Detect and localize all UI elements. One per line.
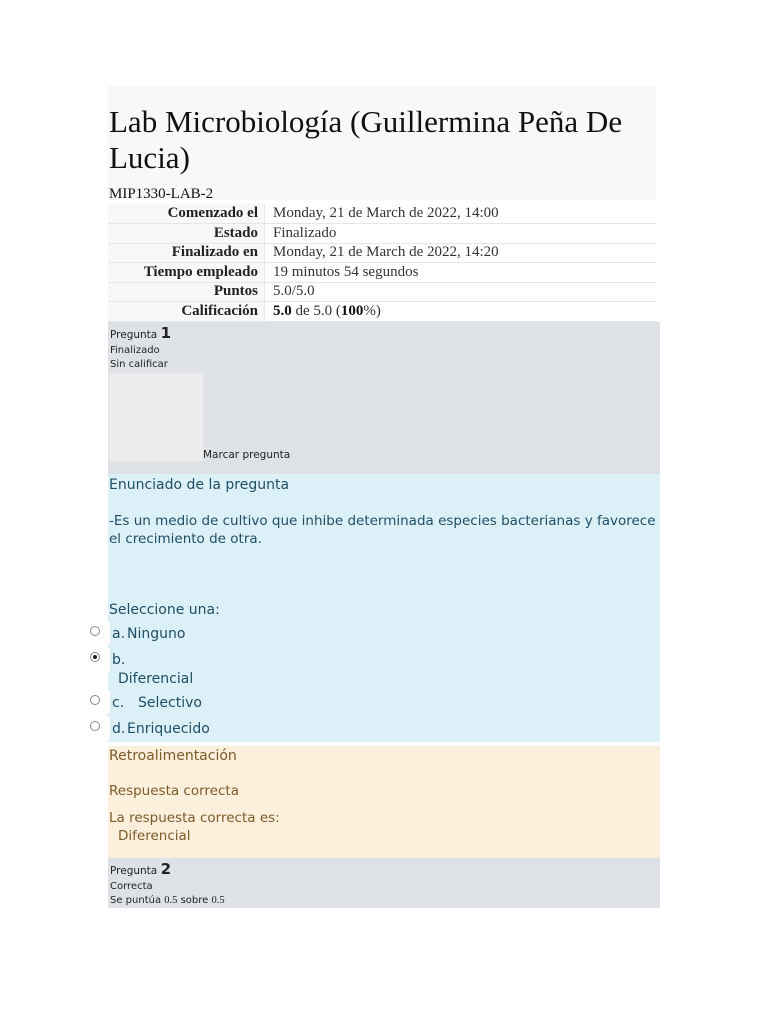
page-header [108,86,656,200]
question-2-info [108,858,660,908]
question-number [110,860,660,880]
answer-text: Enriquecido [127,720,210,737]
summary-value: 19 minutos 54 segundos [265,263,657,283]
summary-value: 5.0/5.0 [265,282,657,302]
question-text: -Es un medio de cultivo que inhibe determinada especies bacterianas y favorece el crecimiento de otra. [109,512,656,547]
summary-value: Monday, 21 de March de 2022, 14:00 [265,204,657,224]
question-text-heading: Enunciado de la pregunta [109,476,290,493]
feedback-generic: Respuesta correcta [109,782,239,799]
question-state: Finalizado [110,344,160,356]
page-title: Lab Microbiología (Guillermina Peña De Lucia) [109,104,623,175]
right-answer-label: La respuesta correcta es: [109,809,280,826]
summary-row-marks [108,282,656,302]
grade-percent: 100 [340,302,364,319]
question-grade: Sin calificar [110,358,168,370]
radio-cell [86,648,111,672]
question-1-feedback [108,746,660,858]
answer-prompt: Seleccione una: [109,601,220,618]
summary-label: Finalizado en [108,243,265,263]
summary-row-grade [108,302,656,322]
right-answer-value: Diferencial [118,827,191,844]
question-grade [110,894,660,908]
answer-letter: a. [112,625,126,642]
question-number [110,324,660,344]
summary-label: Puntos [108,282,265,302]
grade-middle: sobre [180,894,209,906]
summary-row-time-taken [108,263,656,283]
radio-button[interactable] [90,695,100,705]
radio-cell [86,717,111,739]
radio-button[interactable] [90,626,100,636]
answer-letter: b. [112,651,126,668]
attempt-summary-table [108,204,656,322]
answer-letter: d. [112,720,126,737]
flag-question-link[interactable]: Marcar pregunta [203,448,291,461]
grade-max: 0.5 [211,894,225,906]
summary-value: Finalizado [265,224,657,244]
grade-suffix: %) [363,302,381,319]
summary-label: Comenzado el [108,204,265,224]
question-number-value: 1 [160,323,172,342]
answer-text: Ninguno [127,625,186,642]
question-number-value: 2 [160,859,172,878]
answer-text: Diferencial [118,670,194,687]
answer-letter: c. [112,694,125,711]
summary-value: Monday, 21 de March de 2022, 14:20 [265,243,657,263]
summary-label: Tiempo empleado [108,263,265,283]
grade-prefix: Se puntúa [110,894,162,906]
radio-cell [86,691,111,713]
radio-cell [86,622,111,644]
summary-label: Estado [108,224,265,244]
grade-score: 5.0 [273,302,292,319]
course-code: MIP1330-LAB-2 [109,186,214,202]
radio-button[interactable] [90,721,100,731]
grade-middle: de 5.0 ( [291,302,341,319]
question-prefix: Pregunta [110,328,158,341]
question-1-info [108,322,660,474]
answer-text: Selectivo [138,694,202,711]
feedback-heading: Retroalimentación [109,747,237,764]
summary-label: Calificación [108,302,265,322]
summary-row-completed [108,243,656,263]
summary-value [265,302,657,322]
question-prefix: Pregunta [110,864,158,877]
quiz-review [108,86,660,908]
summary-row-started [108,204,656,224]
grade-score: 0.5 [164,894,178,906]
flag-icon[interactable] [109,373,203,461]
question-1-formulation [108,474,660,742]
question-state: Correcta [110,880,153,892]
summary-row-state [108,224,656,244]
radio-button-checked[interactable] [90,652,100,662]
